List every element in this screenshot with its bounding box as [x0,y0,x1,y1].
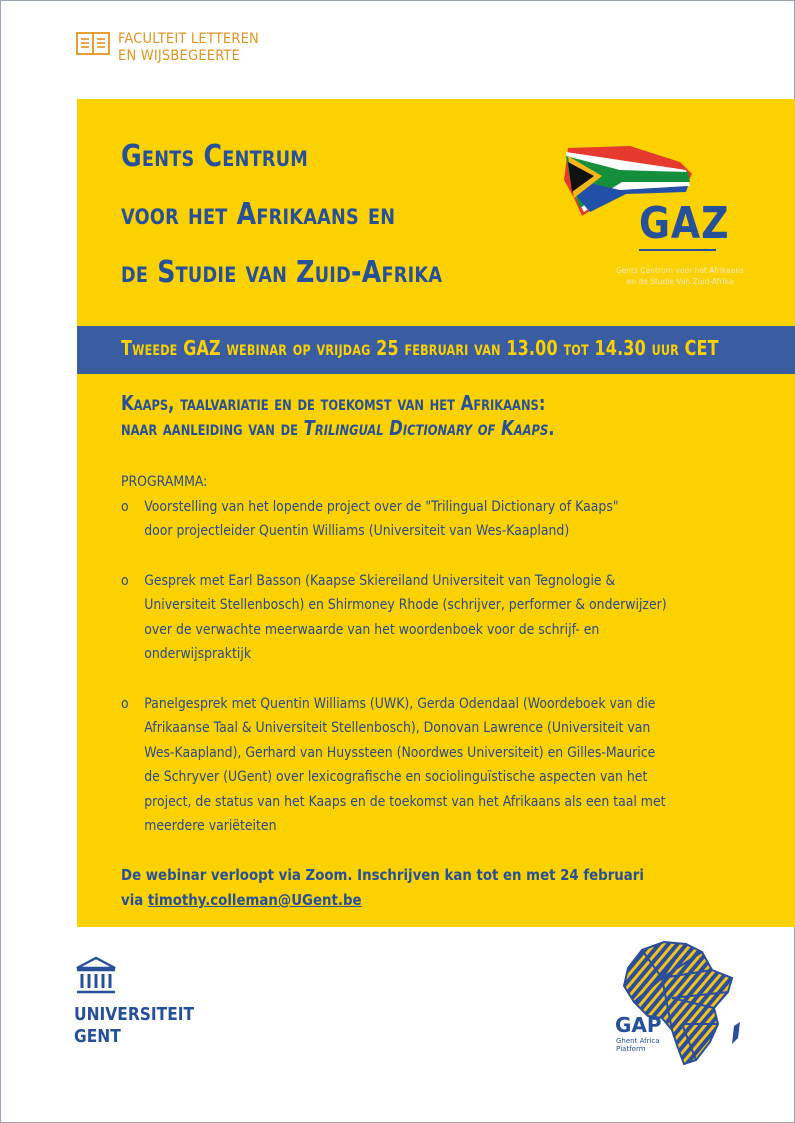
bullet-icon: o [121,498,129,515]
programme-item [121,495,667,544]
book-icon [76,31,110,57]
title-line3: de Studie van Zuid-Afrika [121,255,443,290]
bullet-icon: o [121,695,129,712]
programme-item-line: over de verwachte meerwaarde van het woordenboek voor de schrijf- en [144,621,600,638]
programme-item-line: Universiteit Stellenbosch) en Shirmoney Rhode (schrijver, performer & onderwijzer) [144,597,667,613]
programme-item [121,692,667,839]
programme-item-line: door projectleider Quentin Williams (Universiteit van Wes-Kaapland) [144,523,570,539]
programme-item-line: meerdere variëteiten [144,818,277,834]
subtitle-line2-prefix: naar aanleiding van de [121,416,304,440]
programme-item-line: onderwijspraktijk [144,646,252,662]
ugent-logo [74,956,195,1047]
faculty-header [76,31,259,65]
gap-logo-word: GAP [615,1013,662,1037]
gap-logo-sub-line2: Platform [616,1045,646,1053]
programme-heading: PROGRAMMA: [121,474,208,490]
programme-item-line: Afrikaanse Taal & Universiteit Stellenbosch), Donovan Lawrence (Universiteit van [144,720,651,736]
programme-item-line: Panelgesprek met Quentin Williams (UWK), Gerda Odendaal (Woordeboek van die [144,695,656,712]
title-line1: Gents Centrum [121,139,309,174]
email-link[interactable]: timothy.colleman@UGent.be [147,891,362,909]
gap-logo [612,938,762,1073]
registration-note-prefix: via [121,891,148,909]
gaz-logo-sub-line1: Gents Centrum voor het Afrikaans [616,266,744,275]
university-building-icon [74,956,118,998]
registration-note [121,863,644,913]
gaz-logo-sub-line2: en de Studie Van Zuid-Afrika [626,277,734,286]
gap-logo-sub-line1: Ghent Africa [616,1037,660,1045]
faculty-name [118,31,259,65]
subtitle-line2 [121,416,554,441]
faculty-name-line1: FACULTEIT LETTEREN [118,31,260,47]
gaz-logo-rule [639,249,716,251]
bullet-icon: o [121,572,129,589]
programme-item-line: de Schryver (UGent) over lexicografische en sociolinguïstische aspecten van het [144,769,648,785]
faculty-name-line2: EN WIJSBEGEERTE [118,48,241,64]
subtitle-line1: Kaaps, taalvariatie en de toekomst van het Afrikaans: [121,391,546,415]
ugent-name [74,1004,194,1048]
programme-section [121,470,667,839]
title-line2: voor het Afrikaans en [121,197,396,232]
registration-note-line1: De webinar verloopt via Zoom. Inschrijven kan tot en met 24 februari [121,866,644,884]
gaz-logo-word: GAZ [639,198,730,249]
gaz-logo [560,140,760,300]
webinar-banner-text: Tweede GAZ webinar op vrijdag 25 februari van 13.00 tot 14.30 uur CET [121,336,719,360]
programme-item-line: Voorstelling van het lopende project over de "Trilingual Dictionary of Kaaps" [144,498,619,515]
programme-item-line: Wes-Kaapland), Gerhard van Huyssteen (Noordwes Universiteit) en Gilles-Maurice [144,744,656,761]
subtitle-line2-suffix: . [548,416,555,440]
webinar-subtitle [121,391,554,441]
programme-item-line: project, de status van het Kaaps en de toekomst van het Afrikaans als een taal met [144,793,666,810]
programme-item [121,569,667,667]
subtitle-dictionary-title: Trilingual Dictionary of Kaaps [303,416,549,440]
ugent-name-line2: GENT [74,1026,121,1047]
registration-note-line2 [121,888,644,913]
ugent-name-line1: UNIVERSITEIT [74,1004,195,1025]
page-title [121,128,442,302]
programme-item-line: Gesprek met Earl Basson (Kaapse Skiereiland Universiteit van Tegnologie & [144,572,616,589]
gaz-logo-subtitle [605,265,755,287]
gap-logo-subtitle [616,1037,660,1053]
